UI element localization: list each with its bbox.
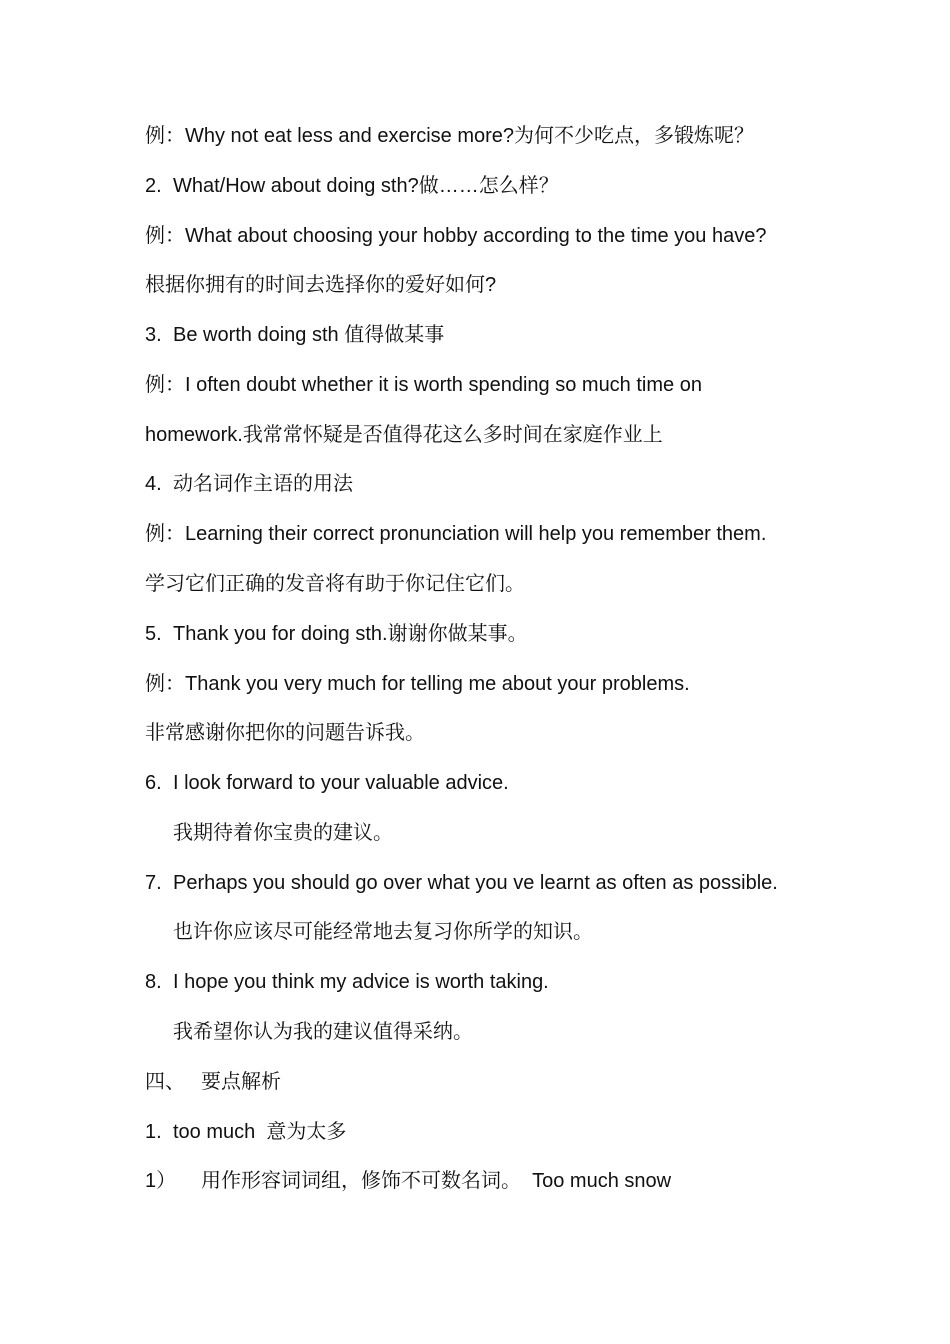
line-text: 例：What about choosing your hobby according to the time you have? <box>145 225 767 247</box>
item-number: 1. <box>145 1121 162 1143</box>
numbered-item <box>145 770 509 796</box>
line-text: 例：Learning their correct pronunciation will help you remember them. <box>145 523 767 545</box>
line-text: 学习它们正确的发音将有助于你记住它们。 <box>145 573 525 595</box>
example-line <box>145 372 702 398</box>
item-number: 6. <box>145 772 162 794</box>
line-text: What/How about doing sth?做……怎么样？ <box>173 175 559 197</box>
section-heading <box>145 1069 281 1095</box>
numbered-item <box>145 1119 346 1145</box>
line-text: Be worth doing sth 值得做某事 <box>173 324 445 346</box>
line-text: 根据你拥有的时间去选择你的爱好如何? <box>145 274 497 296</box>
line-text: 非常感谢你把你的问题告诉我。 <box>145 722 425 744</box>
item-number: 8. <box>145 971 162 993</box>
line-text: 我希望你认为我的建议值得采纳。 <box>173 1021 473 1043</box>
line-text: 也许你应该尽可能经常地去复习你所学的知识。 <box>173 921 593 943</box>
section-number: 四、 <box>145 1071 185 1093</box>
numbered-item <box>145 471 353 497</box>
translation-line <box>173 919 593 945</box>
line-text: 动名词作主语的用法 <box>173 473 353 495</box>
numbered-item <box>145 969 549 995</box>
item-number: 3. <box>145 324 162 346</box>
line-text: 例：Why not eat less and exercise more?为何不少吃点，多锻炼呢？ <box>145 125 755 147</box>
item-number: 5. <box>145 623 162 645</box>
example-line <box>145 223 766 249</box>
item-number: 7. <box>145 872 162 894</box>
item-number: 4. <box>145 473 162 495</box>
translation-line <box>145 720 425 746</box>
item-number: 2. <box>145 175 162 197</box>
line-text: Thank you for doing sth.谢谢你做某事。 <box>173 623 528 645</box>
line-text: I look forward to your valuable advice. <box>173 772 509 794</box>
line-text: homework.我常常怀疑是否值得花这么多时间在家庭作业上 <box>145 424 663 446</box>
numbered-item <box>145 322 444 348</box>
sub-item <box>145 1168 671 1194</box>
translation-line <box>145 272 496 298</box>
section-title: 要点解析 <box>201 1071 281 1093</box>
line-text: 我期待着你宝贵的建议。 <box>173 822 393 844</box>
line-text: too much 意为太多 <box>173 1121 347 1143</box>
line-text: I hope you think my advice is worth taking. <box>173 971 549 993</box>
line-text: 例：Thank you very much for telling me about your problems. <box>145 673 690 695</box>
translation-line <box>173 820 393 846</box>
numbered-item <box>145 621 528 647</box>
example-line <box>145 671 690 697</box>
sub-item-number: 1） <box>145 1170 177 1192</box>
translation-line <box>173 1019 473 1045</box>
translation-line <box>145 571 525 597</box>
example-line <box>145 123 754 149</box>
line-text: Perhaps you should go over what you ve learnt as often as possible. <box>173 872 778 894</box>
numbered-item <box>145 870 778 896</box>
line-text: 例：I often doubt whether it is worth spending so much time on <box>145 374 702 396</box>
line-text: 用作形容词词组，修饰不可数名词。 Too much snow <box>201 1170 672 1192</box>
example-line <box>145 521 766 547</box>
example-continuation <box>145 422 663 448</box>
numbered-item <box>145 173 559 199</box>
